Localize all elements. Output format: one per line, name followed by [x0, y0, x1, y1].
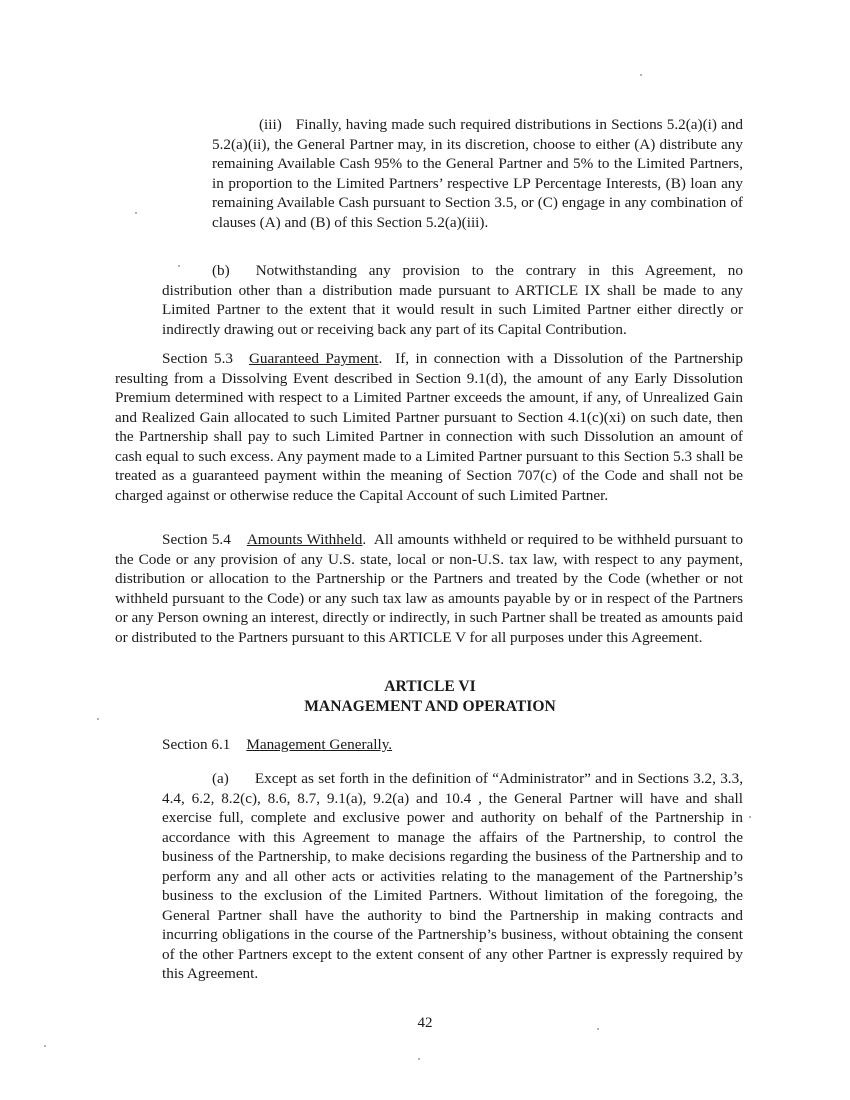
- scan-speck: [418, 1058, 420, 1060]
- clause-marker: (b): [212, 262, 230, 279]
- section-text: All amounts withheld or required to be withheld pursuant to the Code or any provision of any U.S. state, local or non-U.S. tax law, with respect to any payment, distribution or allocation to the Partnership or the Partners and treated by the Code (whether or not withheld pursuant to the Code) or any such tax law as amounts payable by or in respect of the Partners or any Person owning an interest, directly or indirectly, in such Partner shall be treated as amounts paid or distributed to the Partners pursuant to this ARTICLE V for all purposes under this Agreement.: [115, 531, 743, 646]
- page-number: 42: [417, 1015, 433, 1031]
- article-title: MANAGEMENT AND OPERATION: [304, 698, 556, 715]
- section-5-4: Section 5.4 Amounts Withheld. All amounts withheld or required to be withheld pursuant to the Code or any provision of any U.S. state, local or non-U.S. tax law, with respect to any payment, distribution or allocation to the Partnership or the Partners and treated by the Code (whether or not withheld pursuant to the Code) or any such tax law as amounts payable by or in respect of the Partners or any Person owning an interest, directly or indirectly, in such Partner shall be treated as amounts paid or distributed to the Partners pursuant to this ARTICLE V for all purposes under this Agreement.: [115, 531, 743, 646]
- scan-speck: [97, 718, 99, 720]
- scan-speck: [640, 74, 642, 76]
- section-title: Guaranteed Payment: [248, 350, 379, 367]
- paragraph-5-2-b: [162, 261, 743, 339]
- section-label: Section 5.4: [162, 531, 231, 548]
- article-number: ARTICLE VI: [384, 678, 476, 695]
- paragraph-text: Except as set forth in the definition of “Administrator” and in Sections 3.2, 3.3, 4.4, 6.2, 8.2(c), 8.6, 8.7, 9.1(a), 9.2(a) and 10.4 , the General Partner will have and shall exercise full, complete and exclusive power and authority on behalf of the Partnership in accordance with this Agreement to manage the affairs of the Partnership, to control the business of the Partnership, to make decisions regarding the business of the Partnership and to perform any and all other acts or activities relating to the management of the Partnership’s business to the exclusion of the Limited Partners. Without limitation of the foregoing, the General Partner shall have the authority to bind the Partnership in making contracts and incurring obligations in the course of the Partnership’s business, without obtaining the consent of the other Partners except to the extent consent of any other Partner is expressly required by this Agreement.: [162, 770, 743, 982]
- section-title: Management Generally.: [246, 736, 393, 753]
- scan-speck: [44, 1045, 46, 1047]
- scan-speck: [135, 212, 137, 214]
- paragraph-text: Notwithstanding any provision to the contrary in this Agreement, no distribution other than a distribution made pursuant to ARTICLE IX shall be made to any Limited Partner to the extent that it would result in such Limited Partner either directly or indirectly drawing out or receiving back any part of its Capital Contribution.: [162, 262, 743, 338]
- paragraph-6-1-a: [162, 769, 743, 984]
- clause-marker: (a): [212, 770, 229, 787]
- section-label: Section 6.1: [162, 736, 231, 753]
- clause-marker: (iii): [259, 116, 282, 133]
- section-title: Amounts Withheld: [246, 531, 363, 548]
- section-5-3: Section 5.3 Guaranteed Payment. If, in connection with a Dissolution of the Partnership resulting from a Dissolving Event described in Section 9.1(d), the amount of any Early Dissolution Premium determined with respect to a Limited Partner exceeds the amount, if any, of Unrealized Gain and Realized Gain allocated to such Limited Partner pursuant to Section 4.1(c)(xi) on such date, then the Partnership shall pay to such Limited Partner in connection with such Dissolution an amount of cash equal to such excess. Any payment made to a Limited Partner pursuant to this Section 5.3 shall be treated as a guaranteed payment within the meaning of Section 707(c) of the Code and shall not be charged against or otherwise reduce the Capital Account of such Limited Partner.: [115, 350, 744, 504]
- paragraph-text: Finally, having made such required distributions in Sections 5.2(a)(i) and 5.2(a)(ii), the General Partner may, in its discretion, choose to either (A) distribute any remaining Available Cash 95% to the General Partner and 5% to the Limited Partners, in proportion to the Limited Partners’ respective LP Percentage Interests, (B) loan any remaining Available Cash pursuant to Section 3.5, or (C) engage in any combination of clauses (A) and (B) of this Section 5.2(a)(iii).: [212, 116, 743, 231]
- section-label: Section 5.3: [162, 350, 233, 367]
- paragraph-5-2-a-iii: [212, 115, 743, 232]
- scan-speck: [749, 816, 751, 818]
- section-6-1-heading: [162, 735, 743, 755]
- scan-speck: [178, 265, 180, 267]
- scan-speck: [597, 1028, 599, 1030]
- section-text: If, in connection with a Dissolution of the Partnership resulting from a Dissolving Event described in Section 9.1(d), the amount of any Early Dissolution Premium determined with respect to a Limited Partner exceeds the amount, if any, of Unrealized Gain and Realized Gain allocated to such Limited Partner pursuant to Section 4.1(c)(xi) on such date, then the Partnership shall pay to such Limited Partner in connection with such Dissolution an amount of cash equal to such excess. Any payment made to a Limited Partner pursuant to this Section 5.3 shall be treated as a guaranteed payment within the meaning of Section 707(c) of the Code and shall not be charged against or otherwise reduce the Capital Account of such Limited Partner.: [115, 350, 744, 504]
